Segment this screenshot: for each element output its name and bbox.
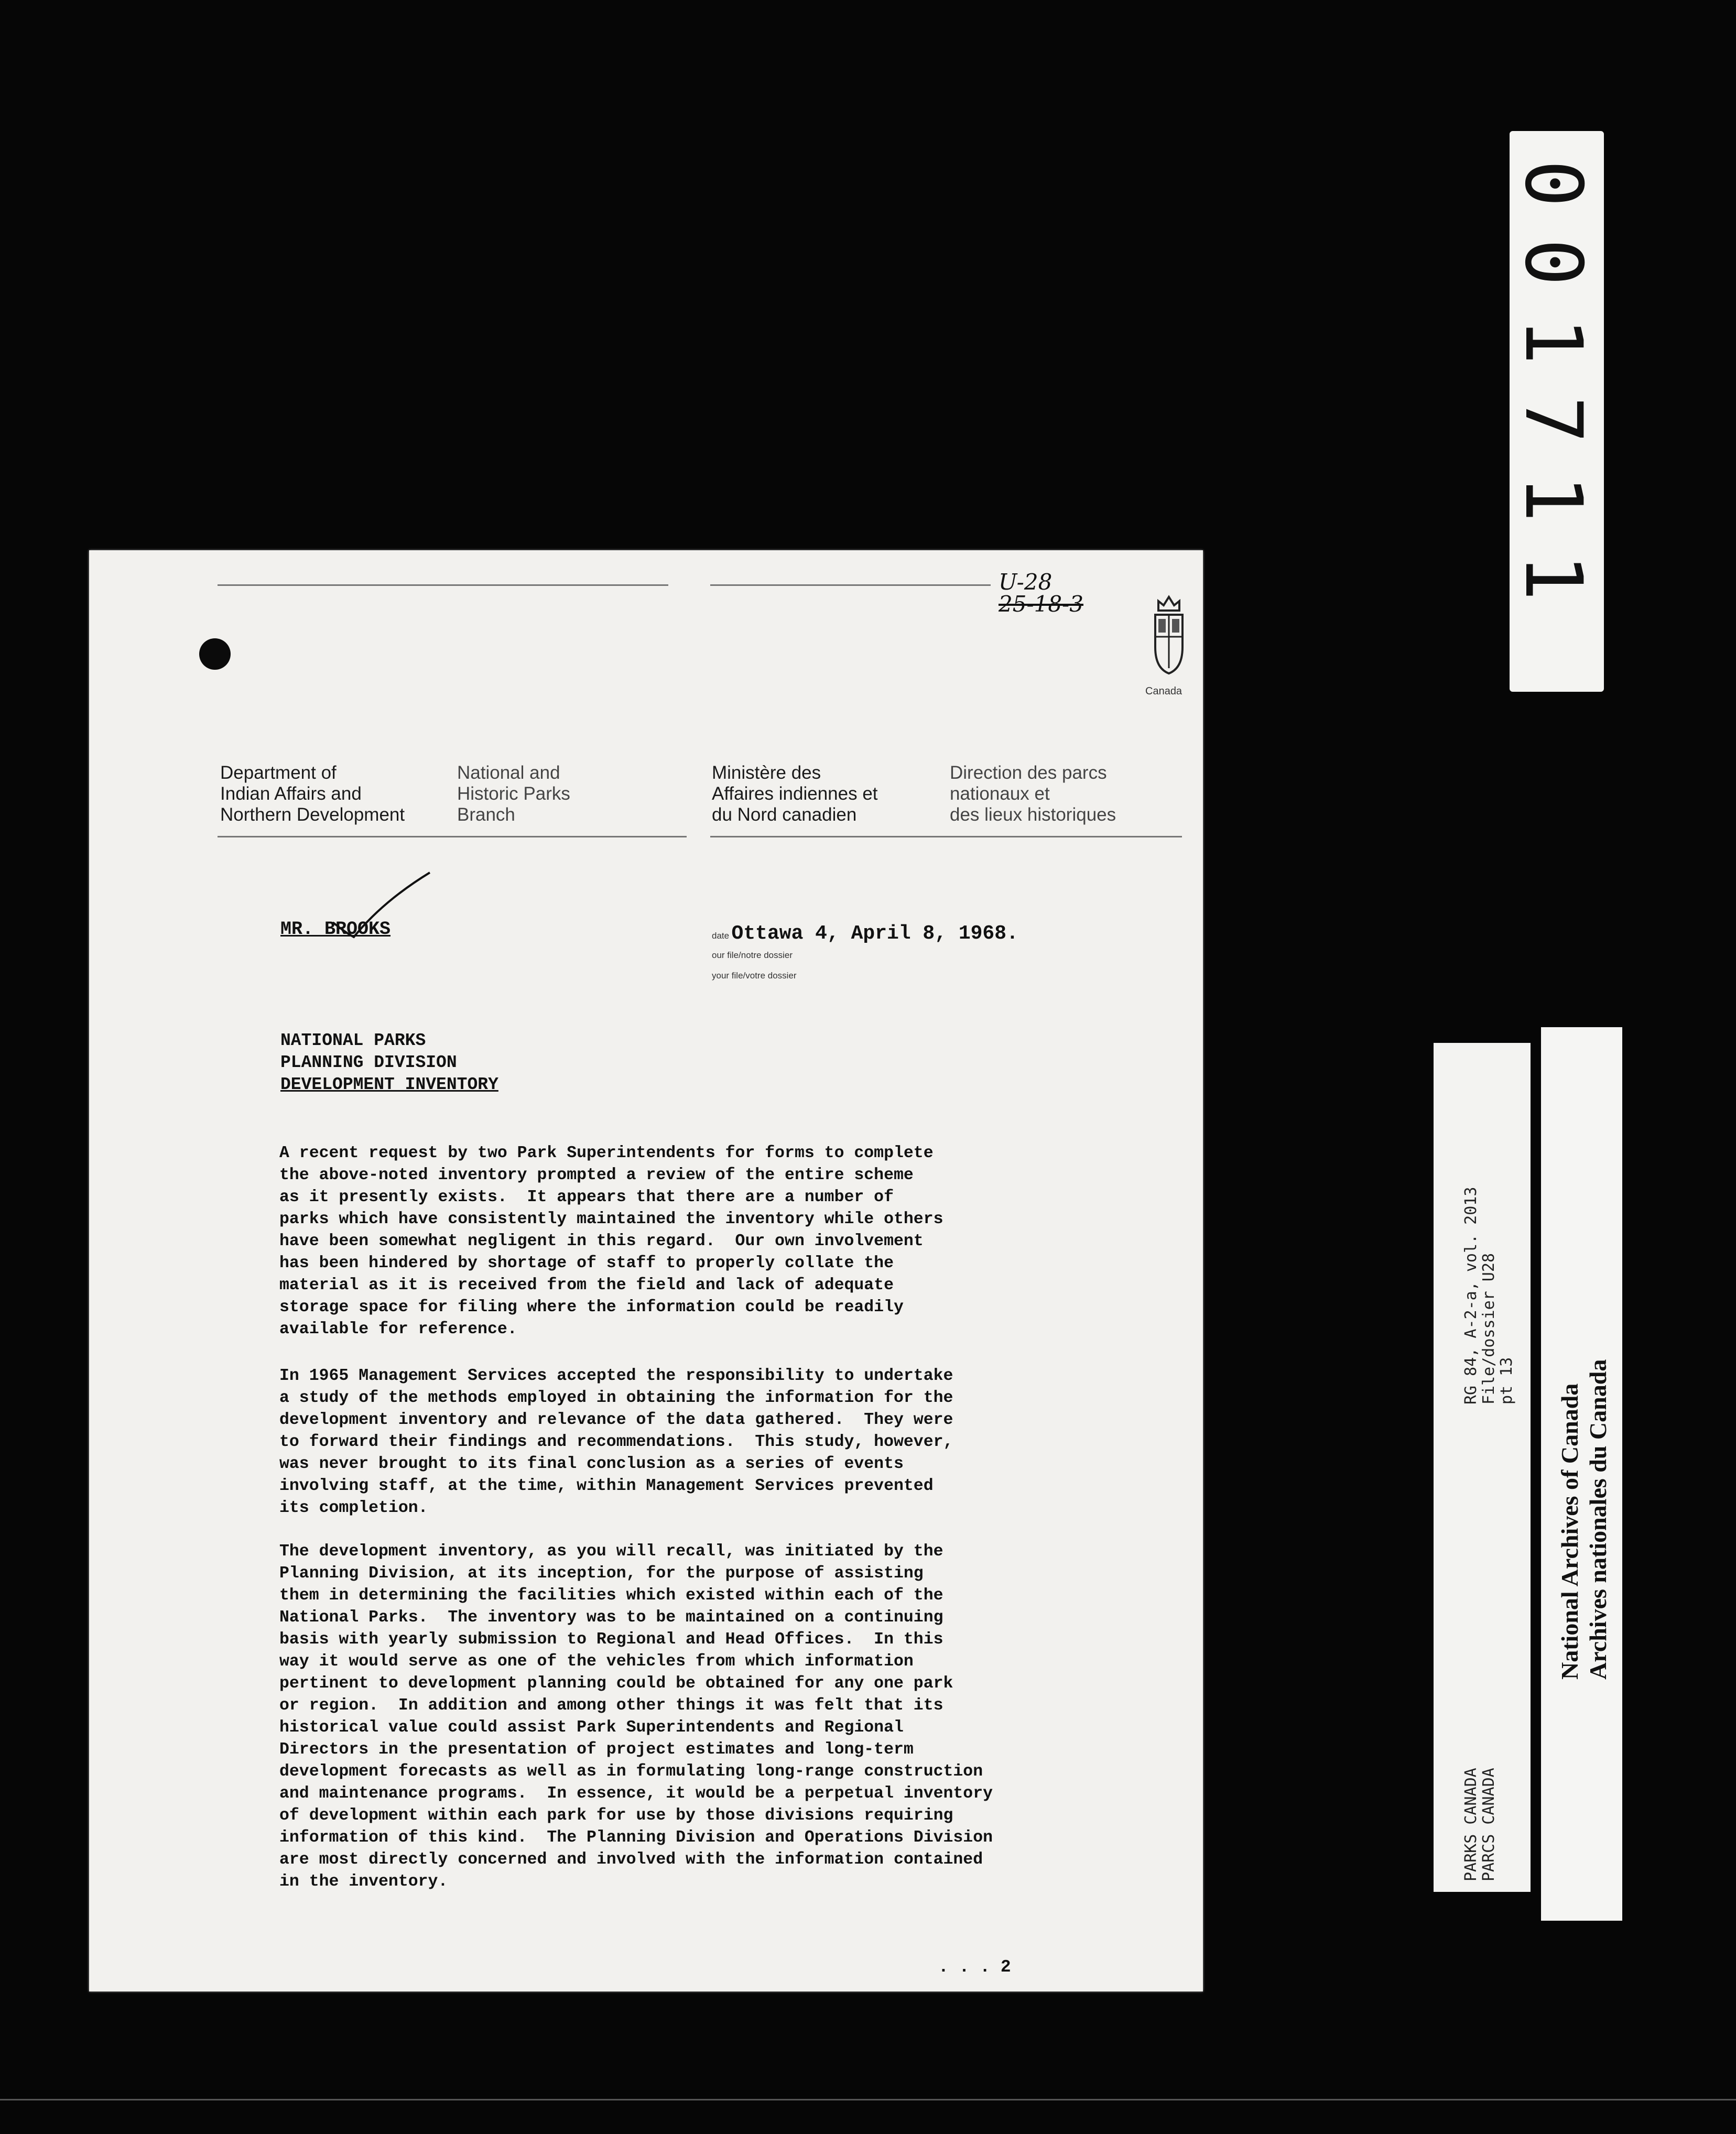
subject-line-2: PLANNING DIVISION — [280, 1053, 457, 1072]
punch-hole — [199, 638, 231, 670]
file-number-struck: 25-18-3 — [999, 591, 1083, 617]
addressee: MR. BROOKS — [280, 919, 391, 940]
our-file-label: our file/notre dossier — [712, 950, 793, 960]
subject-block — [280, 1030, 498, 1096]
archive-institution-label — [1541, 1027, 1622, 1921]
subject-line-1: NATIONAL PARKS — [280, 1031, 426, 1050]
page-continuation: . . . 2 — [938, 1957, 1011, 1977]
letterhead-rule-right — [710, 836, 1182, 837]
paragraph-1: A recent request by two Park Superintendents for forms to complete the above-noted inventory prompted a review of the entire scheme as it presently exists. It appears that there are a number of parks which have consistently maintained the inventory while others have been somewhat negligent in this regard. Our own involvement has been hindered by shortage of staff to properly collate the material as it is received from the field and lack of adequate storage space for filing where the information could be readily available for reference. — [279, 1144, 943, 1338]
your-file-label: your file/votre dossier — [712, 971, 797, 981]
frame-number-strip — [1507, 131, 1604, 692]
dept-name-fr: Ministère des Affaires indiennes et du Nord canadien — [712, 763, 878, 825]
subject-line-3: DEVELOPMENT INVENTORY — [280, 1075, 498, 1094]
frame-number: 001711 — [1507, 160, 1599, 633]
memo-page — [89, 550, 1203, 1991]
letterhead-rule-left — [218, 836, 687, 837]
memo-date: Ottawa 4, April 8, 1968. — [731, 922, 1018, 945]
branch-name-fr: Direction des parcs nationaux et des lieux historiques — [950, 763, 1116, 825]
archive-reference-text: RG 84, A-2-a, vol. 2013 File/dossier U28 pt 13 — [1462, 1186, 1516, 1404]
check-mark — [330, 870, 435, 943]
paragraph-2: In 1965 Management Services accepted the responsibility to undertake a study of the methods employed in obtaining the information for the development inventory and relevance of the data gathered. They were to forward their findings and recommendations. This study, however, was never brought to its final conclusion as a series of events involving staff, at the time, within Management Services prevented its completion. — [279, 1367, 953, 1517]
top-rule-right — [710, 584, 991, 586]
archive-institution-text: National Archives of Canada Archives nationales du Canada — [1556, 1359, 1611, 1680]
paragraph-3: The development inventory, as you will recall, was initiated by the Planning Division, at its inception, for the purpose of assisting them in determining the facilities which existed within each of the National Parks. The inventory was to be maintained on a continuing basis with yearly submission to Regional and Head Offices. In this way it would serve as one of the vehicles from which information pertinent to development planning could be obtained for any one park or region. In addition and among other things it was felt that its historical value could assist Park Superintendents and Regional Directors in the presentation of project estimates and long-term development forecasts as well as in formulating long-range construction and maintenance programs. In essence, it would be a perpetual inventory of development within each park for use by those divisions requiring information of this kind. The Planning Division and Operations Division are most directly concerned and involved with the information contained in the inventory. — [279, 1542, 993, 1891]
dept-name-en: Department of Indian Affairs and Northern Development — [220, 763, 405, 825]
date-label: date — [712, 931, 730, 941]
handwritten-file-number — [999, 571, 1083, 615]
file-number-new: U-28 — [999, 569, 1053, 595]
top-rule-left — [218, 584, 668, 586]
canada-wordmark: Canada — [1145, 685, 1182, 697]
coat-of-arms-icon — [1148, 590, 1190, 681]
parks-canada-text: PARKS CANADA PARCS CANADA — [1462, 1768, 1498, 1881]
frame-bottom-line — [0, 2099, 1736, 2100]
archive-reference-label — [1434, 1043, 1531, 1892]
branch-name-en: National and Historic Parks Branch — [457, 763, 570, 825]
date-block — [712, 922, 1018, 945]
